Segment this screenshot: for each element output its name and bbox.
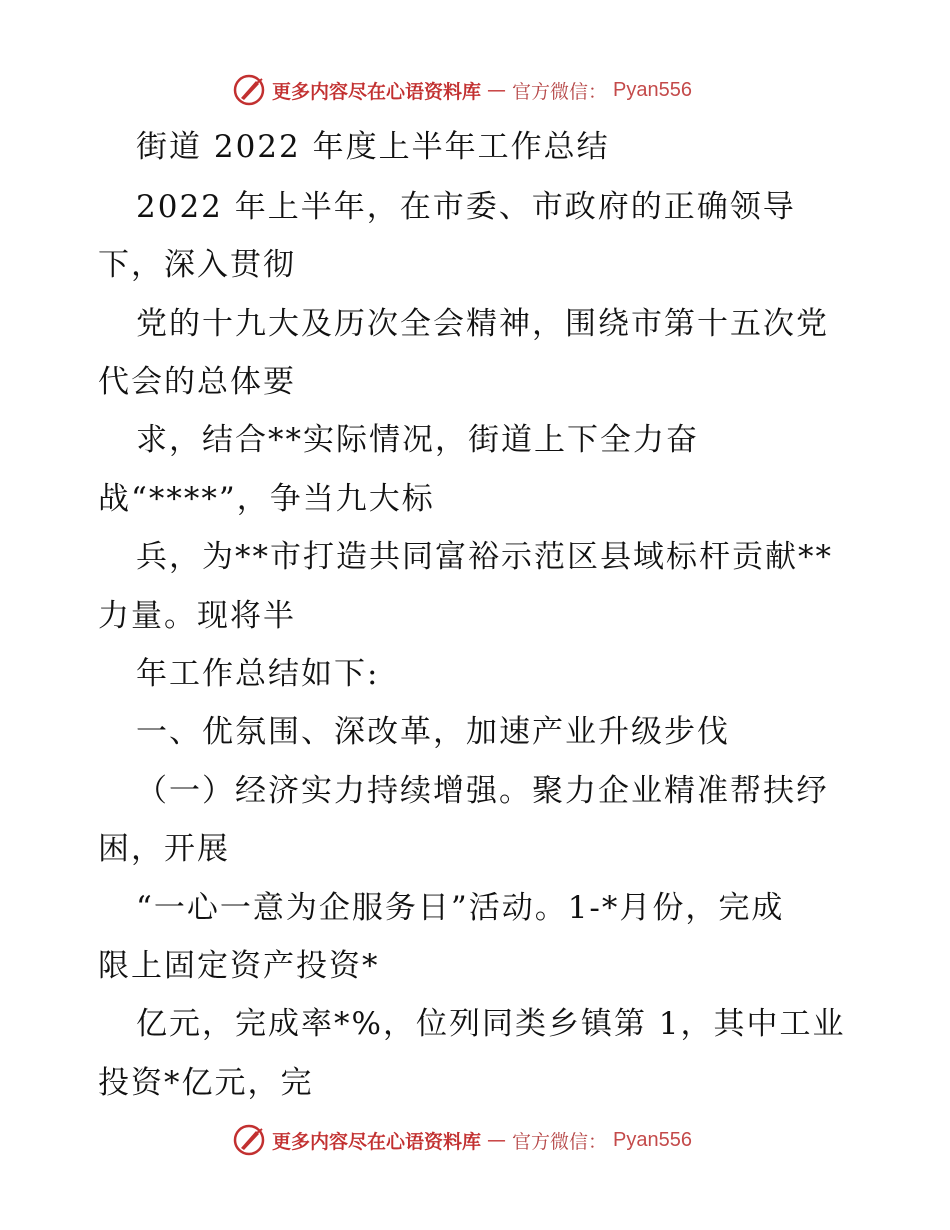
watermark-wechat-id: Pyan556 (613, 1128, 692, 1151)
quill-logo-icon (232, 1123, 266, 1157)
watermark-text: 更多内容尽在心语资料库 (272, 1130, 482, 1153)
paragraph-line: 年工作总结如下: (136, 656, 380, 692)
footer-watermark (232, 1120, 692, 1160)
paragraph-line: 力量。现将半 (98, 598, 296, 634)
paragraph-line: 党的十九大及历次全会精神，围绕市第十五次党 (136, 306, 829, 342)
paragraph-line: 困，开展 (98, 831, 230, 867)
watermark-wechat-label: 官方微信： (512, 1130, 608, 1153)
document-title: 街道 2022 年度上半年工作总结 (136, 129, 610, 165)
section-heading: 一、优氛围、深改革，加速产业升级步伐 (136, 714, 730, 750)
quill-logo-icon (232, 73, 266, 107)
paragraph-line: 代会的总体要 (98, 364, 296, 400)
watermark-wechat-id: Pyan556 (613, 78, 692, 101)
paragraph-line: 求，结合**实际情况，街道上下全力奋 (136, 422, 699, 458)
watermark-dash: — (487, 79, 507, 101)
paragraph-line: 兵，为**市打造共同富裕示范区县域标杆贡献** (136, 539, 833, 575)
paragraph-line: 限上固定资产投资* (98, 948, 380, 984)
subsection-line: （一）经济实力持续增强。聚力企业精准帮扶纾 (136, 773, 829, 809)
watermark-text: 更多内容尽在心语资料库 (272, 80, 482, 103)
paragraph-line: 2022 年上半年，在市委、市政府的正确领导 (136, 189, 796, 225)
watermark-dash: — (487, 1129, 507, 1151)
watermark-wechat-label: 官方微信： (512, 80, 608, 103)
paragraph-line: “一心一意为企服务日”活动。1-*月份，完成 (136, 890, 785, 926)
paragraph-line: 亿元，完成率*%，位列同类乡镇第 1，其中工业 (136, 1006, 846, 1042)
paragraph-line: 投资*亿元，完 (98, 1065, 314, 1101)
paragraph-line: 战“****”，争当九大标 (98, 481, 435, 517)
paragraph-line: 下，深入贯彻 (98, 247, 296, 283)
header-watermark (232, 70, 692, 110)
